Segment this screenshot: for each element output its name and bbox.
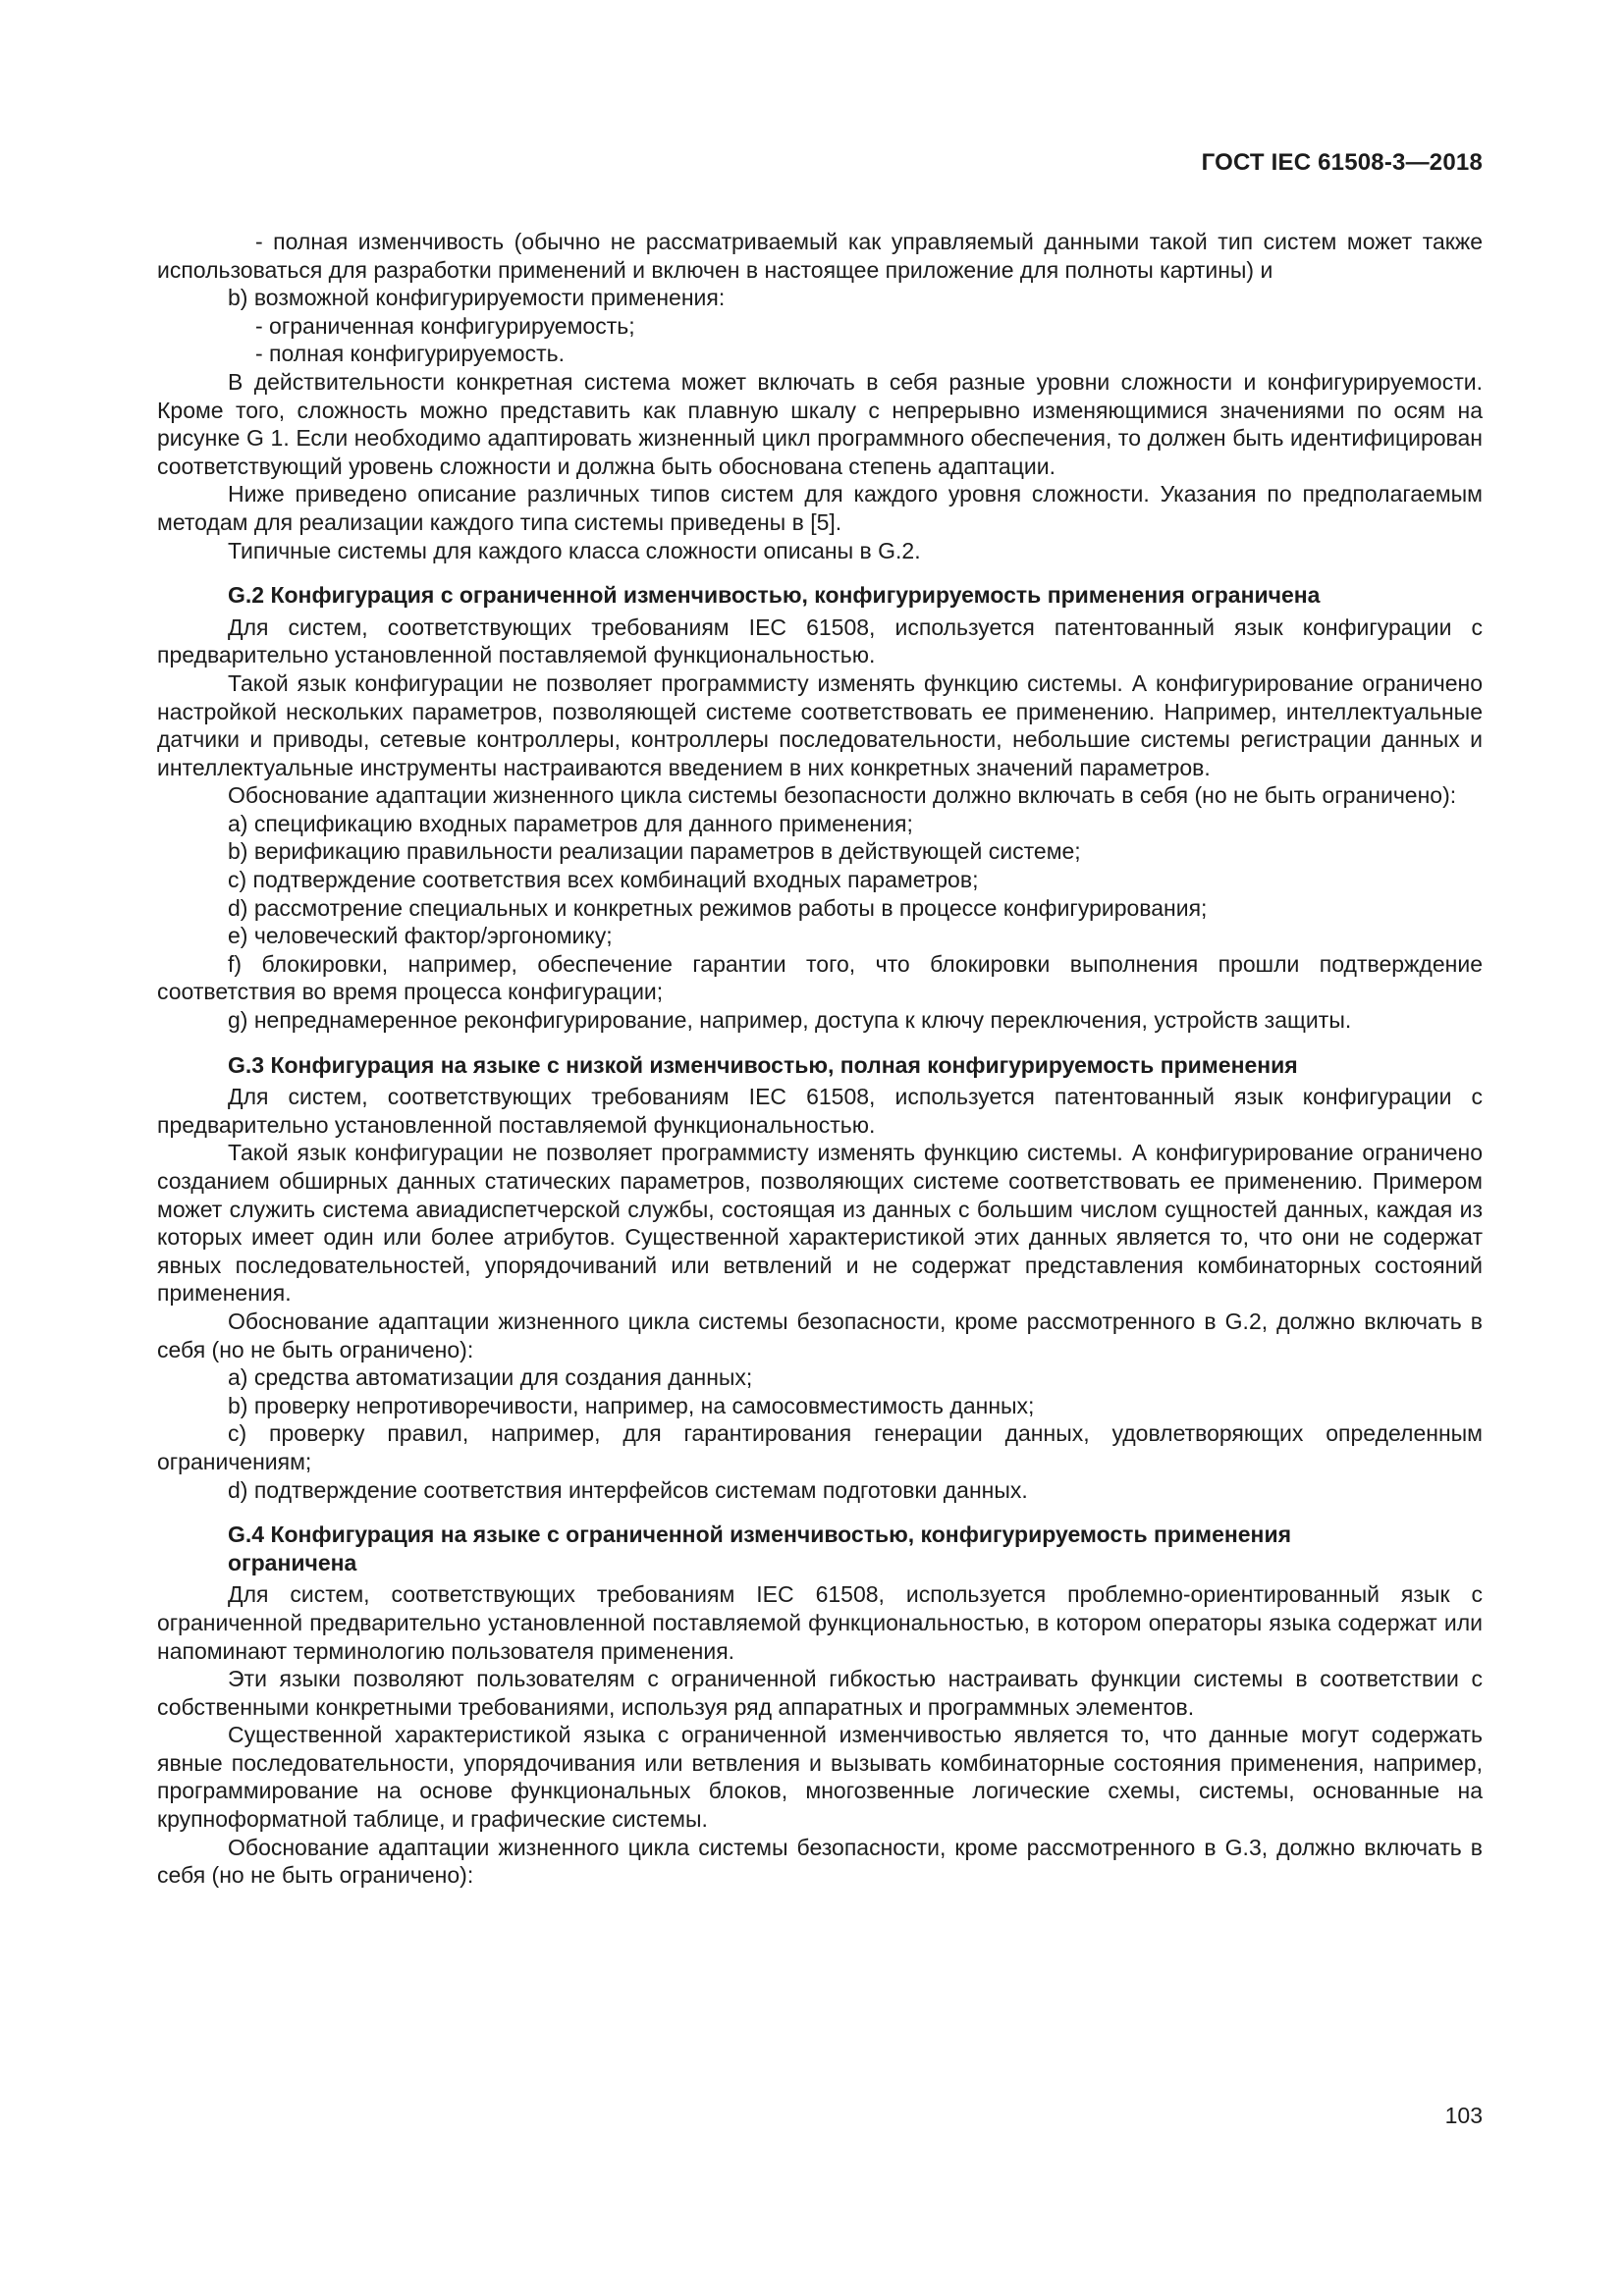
section-heading-g4-line2: ограничена bbox=[228, 1549, 357, 1575]
section-heading-g2: G.2 Конфигурация с ограниченной изменчивостью, конфигурируемость применения ограничена bbox=[228, 582, 1321, 609]
list-item: d) рассмотрение специальных и конкретных режимов работы в процессе конфигурирования; bbox=[228, 894, 1208, 921]
section-heading-g3: G.3 Конфигурация на языке с низкой изменчивостью, полная конфигурируемость применения bbox=[228, 1051, 1298, 1078]
list-item-dash-limited-config: - ограниченная конфигурируемость; bbox=[255, 312, 635, 339]
list-item: d) подтверждение соответствия интерфейсов системам подготовки данных. bbox=[228, 1476, 1028, 1503]
list-item: b) верификацию правильности реализации параметров в действующей системе; bbox=[228, 838, 1081, 865]
list-item: e) человеческий фактор/эргономику; bbox=[228, 923, 613, 949]
paragraph: Обоснование адаптации жизненного цикла системы безопасности должно включать в себя (но не быть ограничено): bbox=[228, 782, 1457, 809]
document-header: ГОСТ IEC 61508-3—2018 bbox=[1201, 149, 1483, 176]
paragraph: Такой язык конфигурации не позволяет программисту изменять функцию системы. А конфигурирование ограничено настройкой нескольких параметров, позволяющей системе соответствовать ее применению. Например, интеллектуальные датчики и приводы, сетевые контроллеры, контроллеры последовательности, небольшие системы регистрации данных и интеллектуальные инструменты настраиваются введением в них конкретных значений параметров. bbox=[157, 669, 1483, 780]
list-item-b-configurability: b) возможной конфигурируемости применения: bbox=[228, 285, 726, 311]
list-item: b) проверку непротиворечивости, например, на самосовместимость данных; bbox=[228, 1392, 1035, 1418]
paragraph: Для систем, соответствующих требованиям IEC 61508, используется проблемно-ориентированный язык с ограниченной предварительно установленной поставляемой функциональностью, в котором операторы языка содержат или напоминают терминологию пользователя применения. bbox=[157, 1581, 1483, 1664]
page-number: 103 bbox=[1444, 2103, 1483, 2128]
list-item: f) блокировки, например, обеспечение гарантии того, что блокировки выполнения прошли подтверждение соответствия во время процесса конфигурации; bbox=[157, 950, 1483, 1005]
paragraph: Эти языки позволяют пользователям с ограниченной гибкостью настраивать функции системы в соответствии с собственными конкретными требованиями, используя ряд аппаратных и программных элементов. bbox=[157, 1666, 1483, 1720]
document-body bbox=[157, 228, 1483, 1890]
list-item: a) средства автоматизации для создания данных; bbox=[228, 1364, 753, 1391]
paragraph: Обоснование адаптации жизненного цикла системы безопасности, кроме рассмотренного в G.2, должно включать в себя (но не быть ограничено): bbox=[157, 1308, 1483, 1362]
paragraph: Ниже приведено описание различных типов систем для каждого уровня сложности. Указания по предполагаемым методам для реализации каждого типа системы приведены в [5]. bbox=[157, 481, 1483, 535]
paragraph: Для систем, соответствующих требованиям IEC 61508, используется патентованный язык конфигурации с предварительно установленной поставляемой функциональностью. bbox=[157, 1084, 1483, 1138]
list-item: c) подтверждение соответствия всех комбинаций входных параметров; bbox=[228, 867, 979, 893]
paragraph: Такой язык конфигурации не позволяет программисту изменять функцию системы. А конфигурирование ограничено созданием обширных данных статических параметров, позволяющих системе соответствовать ее применению. Примером может служить система авиадиспетчерской службы, состоящая из данных с большим числом сущностей данных, каждая из которых имеет один или более атрибутов. Существенной характеристикой этих данных является то, что они не содержат явных последовательностей, упорядочиваний или ветвлений и не содержат представления комбинаторных состояний применения. bbox=[157, 1140, 1483, 1307]
paragraph: Для систем, соответствующих требованиям IEC 61508, используется патентованный язык конфигурации с предварительно установленной поставляемой функциональностью. bbox=[157, 614, 1483, 668]
paragraph: В действительности конкретная система может включать в себя разные уровни сложности и конфигурируемости. Кроме того, сложность можно представить как плавную шкалу с непрерывно изменяющимися значениями по осям на рисунке G 1. Если необходимо адаптировать жизненный цикл программного обеспечения, то должен быть идентифицирован соответствующий уровень сложности и должна быть обоснована степень адаптации. bbox=[157, 368, 1483, 479]
list-item-dash-full-config: - полная конфигурируемость. bbox=[255, 341, 565, 367]
list-item-dash-full-variability: - полная изменчивость (обычно не рассматриваемый как управляемый данными такой тип систем может также использоваться для разработки применений и включен в настоящее приложение для полноты картины) и bbox=[157, 229, 1483, 283]
paragraph: Обоснование адаптации жизненного цикла системы безопасности, кроме рассмотренного в G.3, должно включать в себя (но не быть ограничено): bbox=[157, 1834, 1483, 1889]
list-item: g) непреднамеренное реконфигурирование, например, доступа к ключу переключения, устройств защиты. bbox=[228, 1007, 1352, 1034]
paragraph: Типичные системы для каждого класса сложности описаны в G.2. bbox=[228, 537, 921, 563]
section-heading-g4 bbox=[157, 1521, 1483, 1576]
section-heading-g4-line1: G.4 Конфигурация на языке с ограниченной изменчивостью, конфигурируемость применения bbox=[228, 1522, 1291, 1548]
list-item: a) спецификацию входных параметров для данного применения; bbox=[228, 810, 913, 836]
list-item: c) проверку правил, например, для гарантирования генерации данных, удовлетворяющих определенным ограничениям; bbox=[157, 1420, 1483, 1474]
paragraph: Существенной характеристикой языка с ограниченной изменчивостью является то, что данные могут содержать явные последовательности, упорядочивания или ветвления и вызывать комбинаторные состояния применения, например, программирование на основе функциональных блоков, многозвенные логические схемы, системы, основанные на крупноформатной таблице, и графические системы. bbox=[157, 1722, 1483, 1833]
